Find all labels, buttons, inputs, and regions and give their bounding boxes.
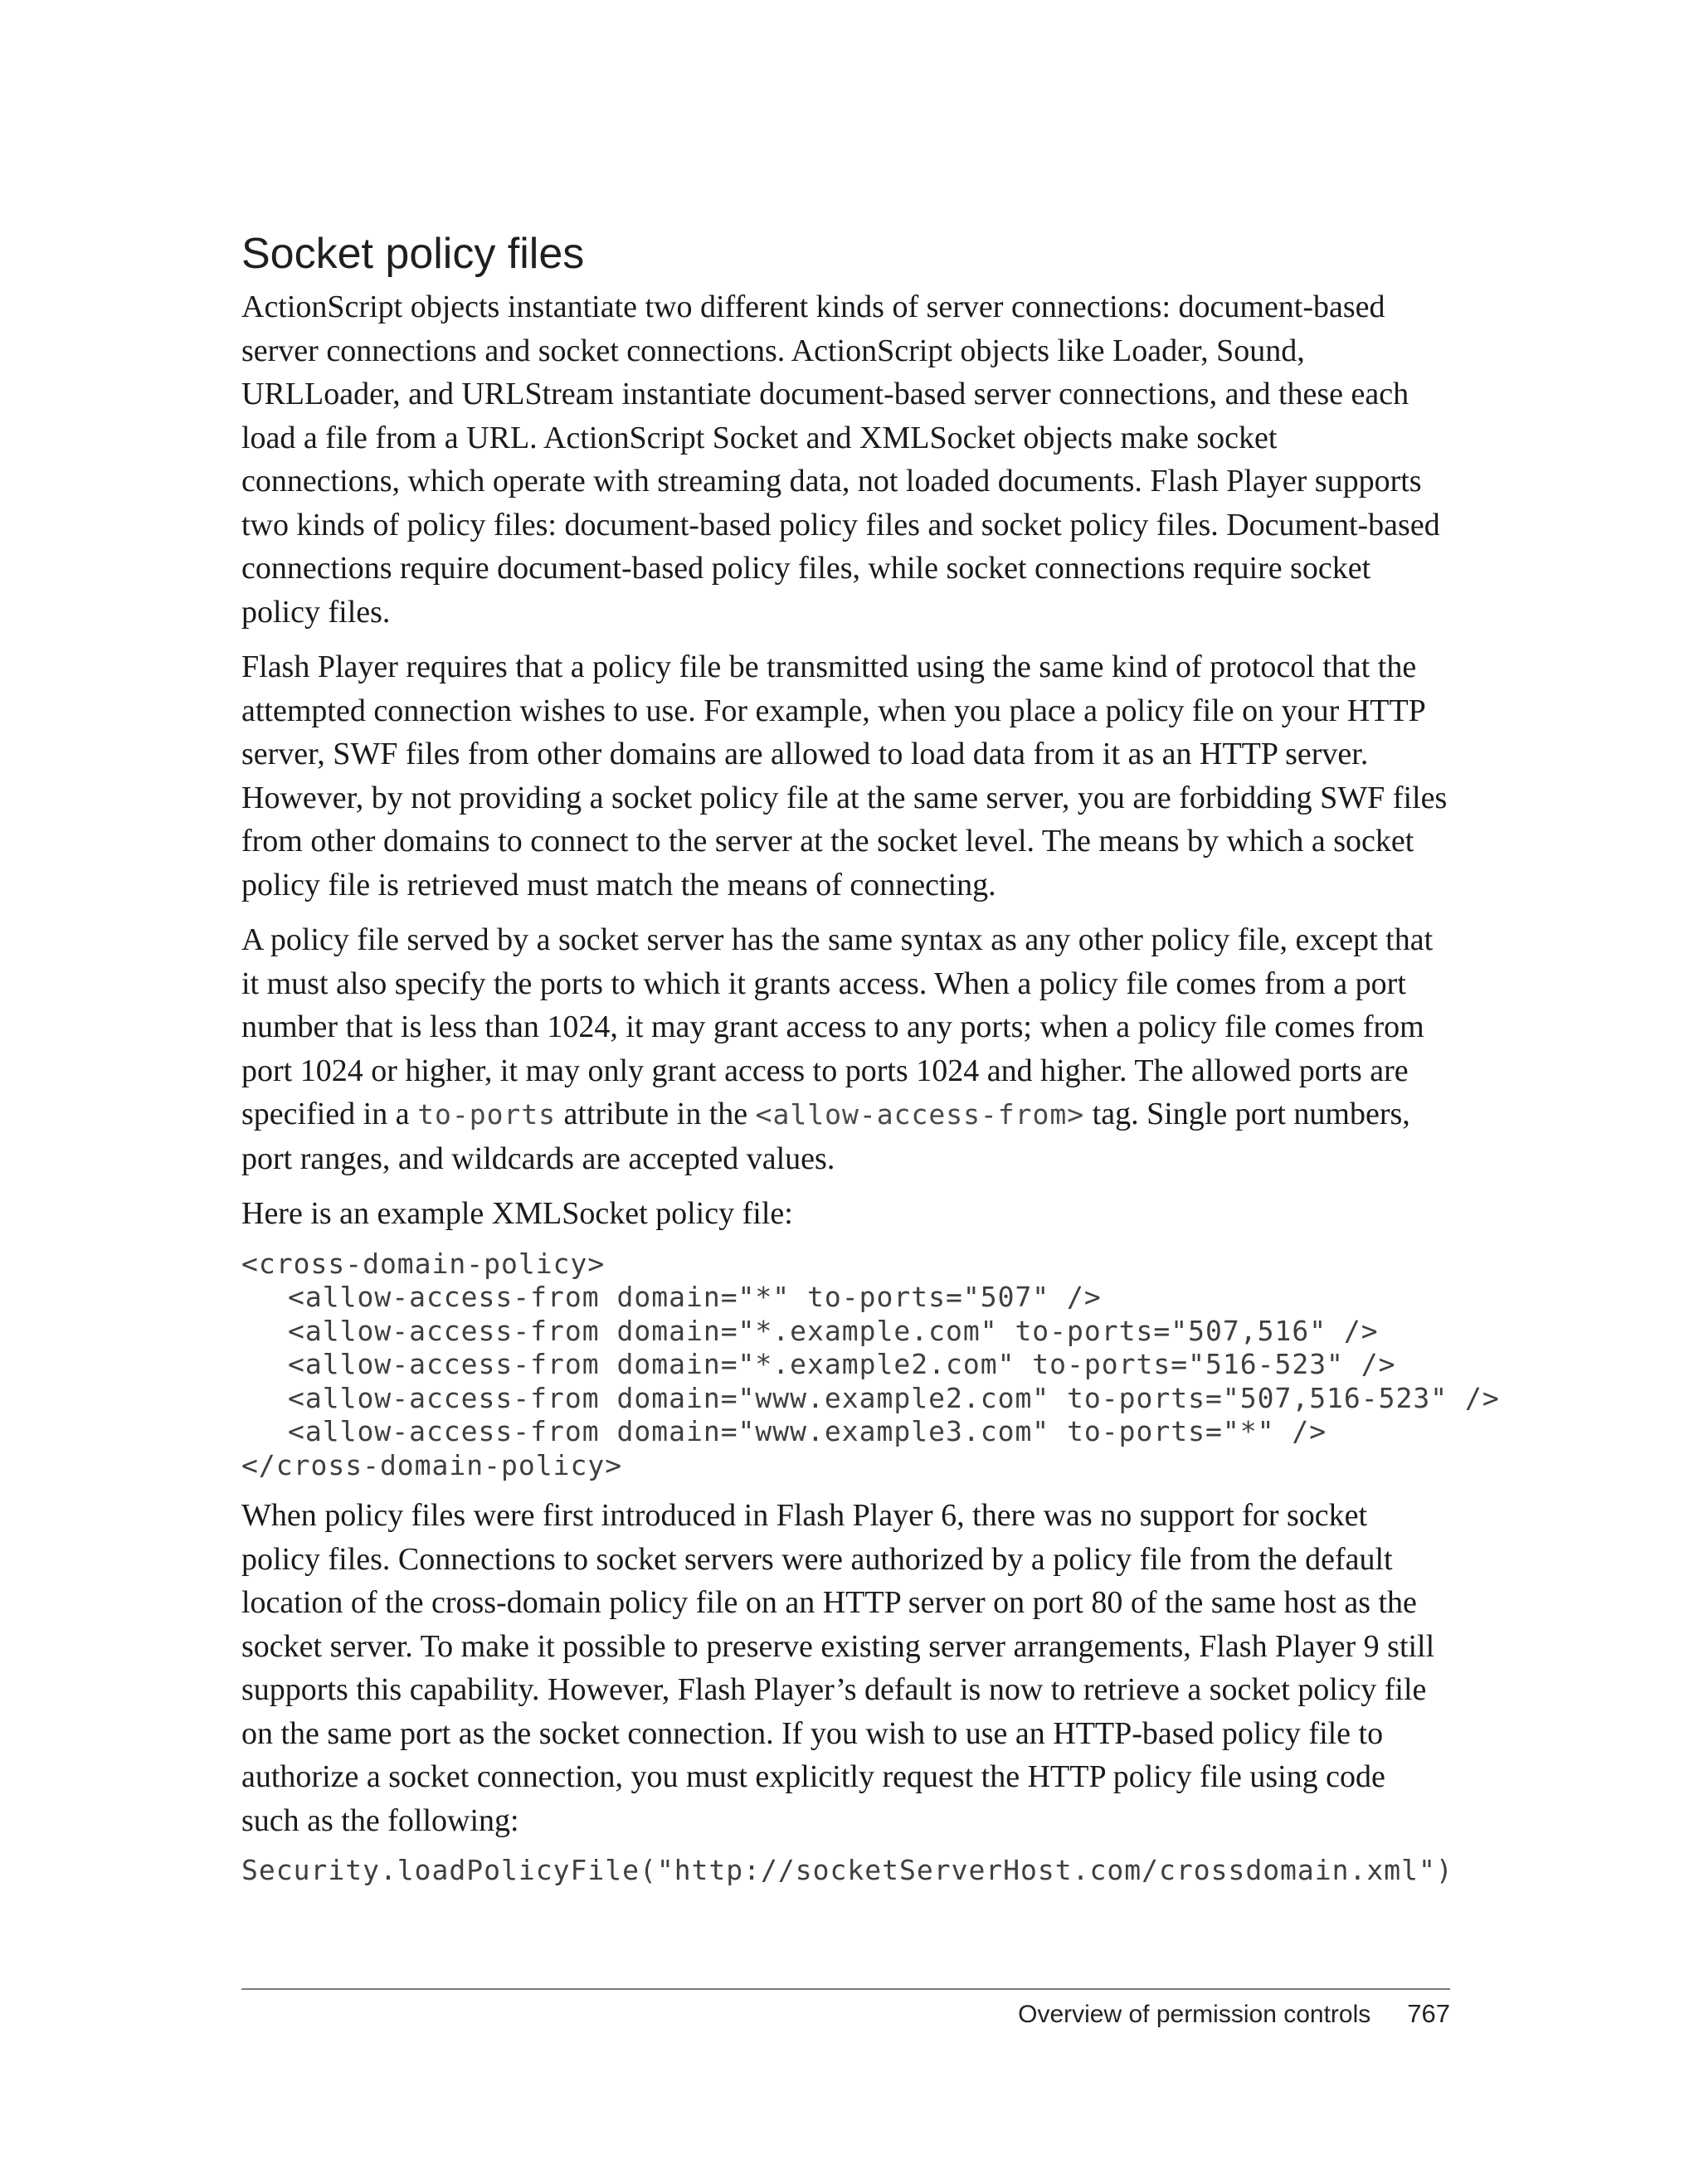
code-line: <cross-domain-policy> — [241, 1247, 606, 1280]
text-line: server, SWF files from other domains are allowed to load data from it as an HTTP server. — [241, 737, 1369, 771]
text-line: connections require document-based policy files, while socket connections require socket — [241, 551, 1371, 586]
page-number: 767 — [1407, 1999, 1450, 2028]
inline-code-to-ports: to-ports — [417, 1098, 557, 1131]
code-line: <allow-access-from domain="www.example3.com" to-ports="*" /> — [288, 1415, 1327, 1447]
code-line: <allow-access-from domain="*.example2.com" to-ports="516-523" /> — [288, 1348, 1396, 1380]
text-run: tag. Single port numbers, — [1084, 1097, 1410, 1131]
code-line: <allow-access-from domain="www.example2.com" to-ports="507,516-523" /> — [288, 1381, 1500, 1414]
text-line: authorize a socket connection, you must explicitly request the HTTP policy file using code — [241, 1759, 1385, 1794]
code-block-load-policy — [241, 1854, 1453, 1888]
text-line: Flash Player requires that a policy file be transmitted using the same kind of protocol that the — [241, 649, 1417, 684]
text-line: connections, which operate with streaming data, not loaded documents. Flash Player supports — [241, 464, 1422, 499]
text-line: URLLoader, and URLStream instantiate document-based server connections, and these each — [241, 377, 1409, 411]
page-content — [241, 224, 1500, 1899]
footer-section-title: Overview of permission controls — [1018, 2001, 1371, 2028]
text-line: attempted connection wishes to use. For example, when you place a policy file on your HTTP — [241, 693, 1426, 728]
text-line: However, by not providing a socket policy file at the same server, you are forbidding SWF files — [241, 780, 1448, 815]
footer-divider — [241, 1988, 1450, 1990]
text-line: supports this capability. However, Flash Player’s default is now to retrieve a socket policy file — [241, 1672, 1427, 1707]
code-line: <allow-access-from domain="*.example.com" to-ports="507,516" /> — [288, 1314, 1379, 1347]
code-line: </cross-domain-policy> — [241, 1448, 623, 1481]
inline-code-allow-access-from: <allow-access-from> — [755, 1098, 1085, 1131]
text-line: from other domains to connect to the server at the socket level. The means by which a socket — [241, 824, 1414, 859]
text-line: number that is less than 1024, it may grant access to any ports; when a policy file comes from — [241, 1009, 1424, 1044]
section-heading: Socket policy files — [241, 230, 585, 278]
text-line: policy file is retrieved must match the means of connecting. — [241, 867, 996, 902]
text-line: When policy files were first introduced in Flash Player 6, there was no support for socket — [241, 1498, 1368, 1533]
text-line: ActionScript objects instantiate two different kinds of server connections: document-based — [241, 289, 1385, 324]
text-line: policy files. Connections to socket servers were authorized by a policy file from the default — [241, 1541, 1393, 1577]
paragraph-connection-kinds — [241, 285, 1453, 634]
code-line: <allow-access-from domain="*" to-ports="507" /> — [288, 1281, 1102, 1313]
code-line: Security.loadPolicyFile("http://socketServerHost.com/crossdomain.xml") — [241, 1854, 1453, 1886]
text-line: port 1024 or higher, it may only grant access to ports 1024 and higher. The allowed ports are — [241, 1053, 1409, 1088]
text-line: socket server. To make it possible to preserve existing server arrangements, Flash Player 9 still — [241, 1628, 1435, 1664]
text-line: port ranges, and wildcards are accepted values. — [241, 1141, 835, 1176]
text-line: A policy file served by a socket server has the same syntax as any other policy file, except that — [241, 922, 1434, 957]
text-line: server connections and socket connections. ActionScript objects like Loader, Sound, — [241, 333, 1305, 368]
code-block-policy-file — [241, 1247, 1500, 1483]
text-line-with-code — [241, 1092, 1453, 1137]
text-line: on the same port as the socket connection. If you wish to use an HTTP-based policy file to — [241, 1715, 1384, 1751]
page-footer — [1018, 1999, 1450, 2029]
text-line: two kinds of policy files: document-based policy files and socket policy files. Document-based — [241, 507, 1440, 542]
text-line: location of the cross-domain policy file on an HTTP server on port 80 of the same host as the — [241, 1585, 1417, 1620]
paragraph-http-policy — [241, 1494, 1453, 1842]
text-line: load a file from a URL. ActionScript Socket and XMLSocket objects make socket — [241, 420, 1278, 455]
text-run: specified in a — [241, 1097, 418, 1131]
text-line: it must also specify the ports to which it grants access. When a policy file comes from a port — [241, 966, 1406, 1001]
text-line: policy files. — [241, 594, 391, 630]
text-line: such as the following: — [241, 1802, 519, 1838]
paragraph-protocol-requirement — [241, 645, 1453, 907]
paragraph-example-intro: Here is an example XMLSocket policy file: — [241, 1196, 793, 1231]
text-run: attribute in the — [556, 1097, 756, 1131]
paragraph-port-syntax — [241, 918, 1453, 1180]
